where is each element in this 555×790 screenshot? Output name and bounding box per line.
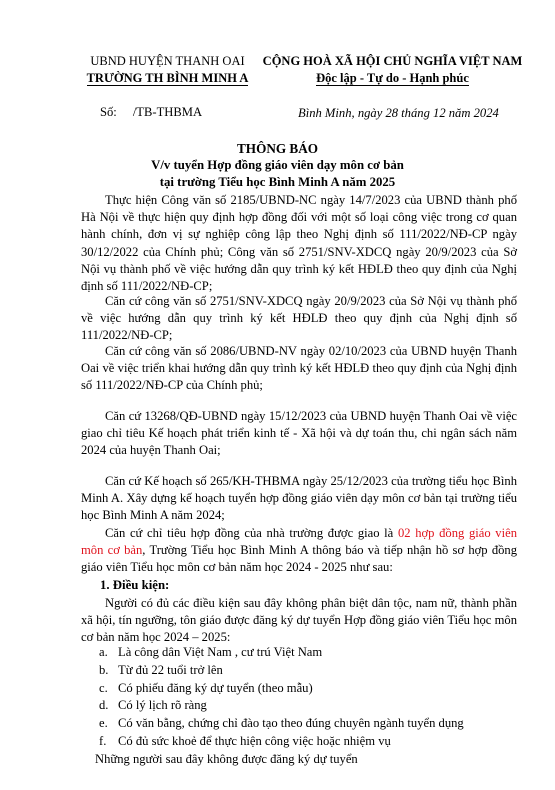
- nation-name: CỘNG HOÀ XÃ HỘI CHỦ NGHĨA VIỆT NAM: [262, 54, 523, 68]
- paragraph-4: Căn cứ 13268/QĐ-UBND ngày 15/12/2023 của UBND huyện Thanh Oai về việc giao chỉ tiêu Kế hoạch phát triển kinh tế - Xã hội và dự toán thu, chi ngân sách năm 2024 của huyện Thanh Oai;: [81, 409, 517, 458]
- paragraph-ineligible-intro: Những người sau đây không được đăng ký dự tuyển: [95, 752, 358, 766]
- number-value: /TB-THBMA: [132, 105, 203, 119]
- list-item: [99, 680, 464, 698]
- list-item-text: Có phiếu đăng ký dự tuyển (theo mẫu): [118, 680, 313, 695]
- section-heading-conditions: 1. Điều kiện:: [100, 578, 170, 592]
- date-line: Bình Minh, ngày 28 tháng 12 năm 2024: [298, 106, 499, 120]
- list-item-label: c.: [99, 680, 108, 695]
- motto-text: Độc lập - Tự do - Hạnh phúc: [316, 71, 469, 85]
- list-item-label: f.: [99, 733, 107, 748]
- number-label: Số:: [100, 105, 117, 119]
- list-item-text: Có lý lịch rõ ràng: [118, 698, 207, 713]
- list-item-label: a.: [99, 645, 108, 659]
- paragraph-3: Căn cứ công văn số 2086/UBND-NV ngày 02/10/2023 của UBND huyện Thanh Oai về việc triển khai hướng dẫn quy trình ký kết HĐLĐ theo quy định của Nghị định số 111/2022/NĐ-CP của Chính phủ;: [81, 344, 517, 393]
- list-item: [99, 733, 464, 751]
- document-number: [100, 105, 202, 120]
- contract-quota-highlight: 02 hợp đồng giáo viên môn cơ bản: [81, 526, 517, 558]
- paragraph-6-part-a: Căn cứ chỉ tiêu hợp đồng của nhà trường được giao là: [105, 526, 398, 540]
- motto: [255, 71, 530, 86]
- list-item: [99, 662, 464, 680]
- paragraph-1: Thực hiện Công văn số 2185/UBND-NC ngày 14/7/2023 của UBND thành phố Hà Nội về thực hiện quy định hợp đồng đối với một số loại công việc trong cơ quan hành chính, đơn vị sự nghiệp công lập theo Nghị định số 111/2022/NĐ-CP ngày 30/12/2022 của Chính phủ; Công văn số 2751/SNV-XDCQ ngày 20/9/2023 của Sở Nội vụ thành phố về việc hướng dẫn quy trình ký kết HĐLĐ theo quy định của Nghị định số 111/2022/NĐ-CP;: [81, 193, 517, 294]
- paragraph-6: [81, 525, 517, 577]
- paragraph-6-part-b: , Trường Tiểu học Bình Minh A thông báo và tiếp nhận hồ sơ hợp đồng giáo viên Tiểu học môn cơ bản năm học 2024 - 2025 như sau:: [81, 543, 518, 575]
- list-item-text: Có đủ sức khoẻ để thực hiện công việc hoặc nhiệm vụ: [118, 733, 391, 748]
- school-name-text: TRƯỜNG TH BÌNH MINH A: [86, 71, 249, 85]
- list-item-label: d.: [99, 698, 109, 713]
- list-item-text: Từ đủ 22 tuổi trở lên: [118, 662, 223, 677]
- paragraph-5: Căn cứ Kế hoạch số 265/KH-THBMA ngày 25/12/2023 của trường tiểu học Bình Minh A. Xây dựng kế hoạch tuyển hợp đồng giáo viên dạy môn cơ bản tại trường tiểu học Bình Minh A năm 2024;: [81, 474, 517, 523]
- paragraph-conditions-intro: Người có đủ các điều kiện sau đây không phân biệt dân tộc, nam nữ, thành phần xã hội, tín ngưỡng, tôn giáo được đăng ký dự tuyển Hợp đồng giáo viên Tiểu học môn cơ bản năm học 2024 – 2025:: [81, 596, 517, 645]
- agency-name: UBND HUYỆN THANH OAI: [90, 54, 245, 68]
- list-item: [99, 715, 464, 733]
- conditions-list: [99, 644, 464, 751]
- list-item-label: e.: [99, 716, 108, 731]
- list-item: [99, 697, 464, 715]
- list-item: [99, 644, 464, 662]
- list-item-text: Là công dân Việt Nam , cư trú Việt Nam: [118, 645, 323, 659]
- title-subject-line-2: tại trường Tiểu học Bình Minh A năm 2025: [159, 175, 396, 189]
- paragraph-2: Căn cứ công văn số 2751/SNV-XDCQ ngày 20/9/2023 của Sở Nội vụ thành phố về việc hướng dẫn quy trình ký kết HĐLĐ theo quy định của Nghị định số 111/2022/NĐ-CP;: [81, 294, 517, 343]
- list-item-text: Có văn bằng, chứng chỉ đào tạo theo đúng chuyên ngành tuyển dụng: [118, 716, 464, 731]
- document-title: THÔNG BÁO: [237, 141, 318, 156]
- school-name: [75, 71, 260, 86]
- list-item-label: b.: [99, 662, 109, 677]
- title-subject-line-1: V/v tuyển Hợp đồng giáo viên dạy môn cơ bản: [151, 158, 404, 172]
